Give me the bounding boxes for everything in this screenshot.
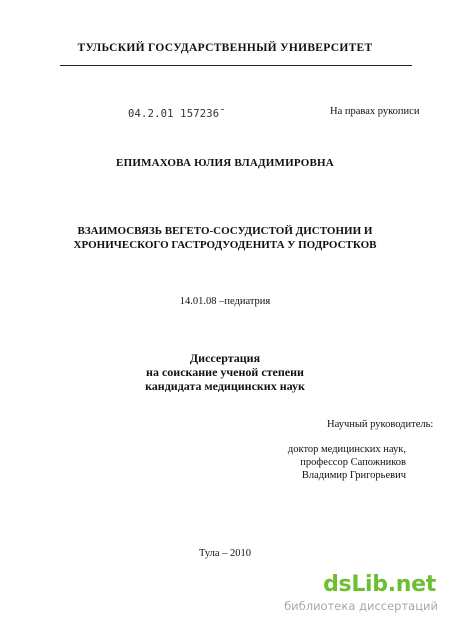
- degree-line: на соискание ученой степени: [146, 365, 304, 379]
- archive-stamp: 04.2.01 157236ˉ: [128, 108, 226, 120]
- advisor-block: [288, 443, 406, 482]
- advisor-line: доктор медицинских наук,: [287, 444, 406, 455]
- watermark-subtitle: библиотека диссертаций: [284, 599, 438, 613]
- degree-block: [0, 351, 450, 393]
- specialty-code: 14.01.08 –педиатрия: [179, 296, 271, 307]
- title-line: ХРОНИЧЕСКОГО ГАСТРОДУОДЕНИТА У ПОДРОСТКОВ: [73, 239, 377, 251]
- city-year: Тула – 2010: [198, 548, 252, 559]
- watermark: [262, 572, 442, 616]
- degree-line: Диссертация: [189, 351, 261, 365]
- university-name: ТУЛЬСКИЙ ГОСУДАРСТВЕННЫЙ УНИВЕРСИТЕТ: [77, 42, 373, 54]
- degree-line: кандидата медицинских наук: [145, 379, 305, 393]
- title-line: ВЗАИМОСВЯЗЬ ВЕГЕТО-СОСУДИСТОЙ ДИСТОНИИ И: [77, 225, 373, 237]
- advisor-label: Научный руководитель:: [327, 419, 434, 430]
- author-name: ЕПИМАХОВА ЮЛИЯ ВЛАДИМИРОВНА: [116, 157, 334, 169]
- dissertation-title: [0, 224, 450, 252]
- rights-note: На правах рукописи: [330, 106, 420, 117]
- advisor-line: профессор Сапожников: [300, 457, 406, 468]
- advisor-line: Владимир Григорьевич: [301, 470, 406, 481]
- watermark-logo: dsLib.net: [323, 572, 436, 597]
- header-divider: [60, 65, 412, 66]
